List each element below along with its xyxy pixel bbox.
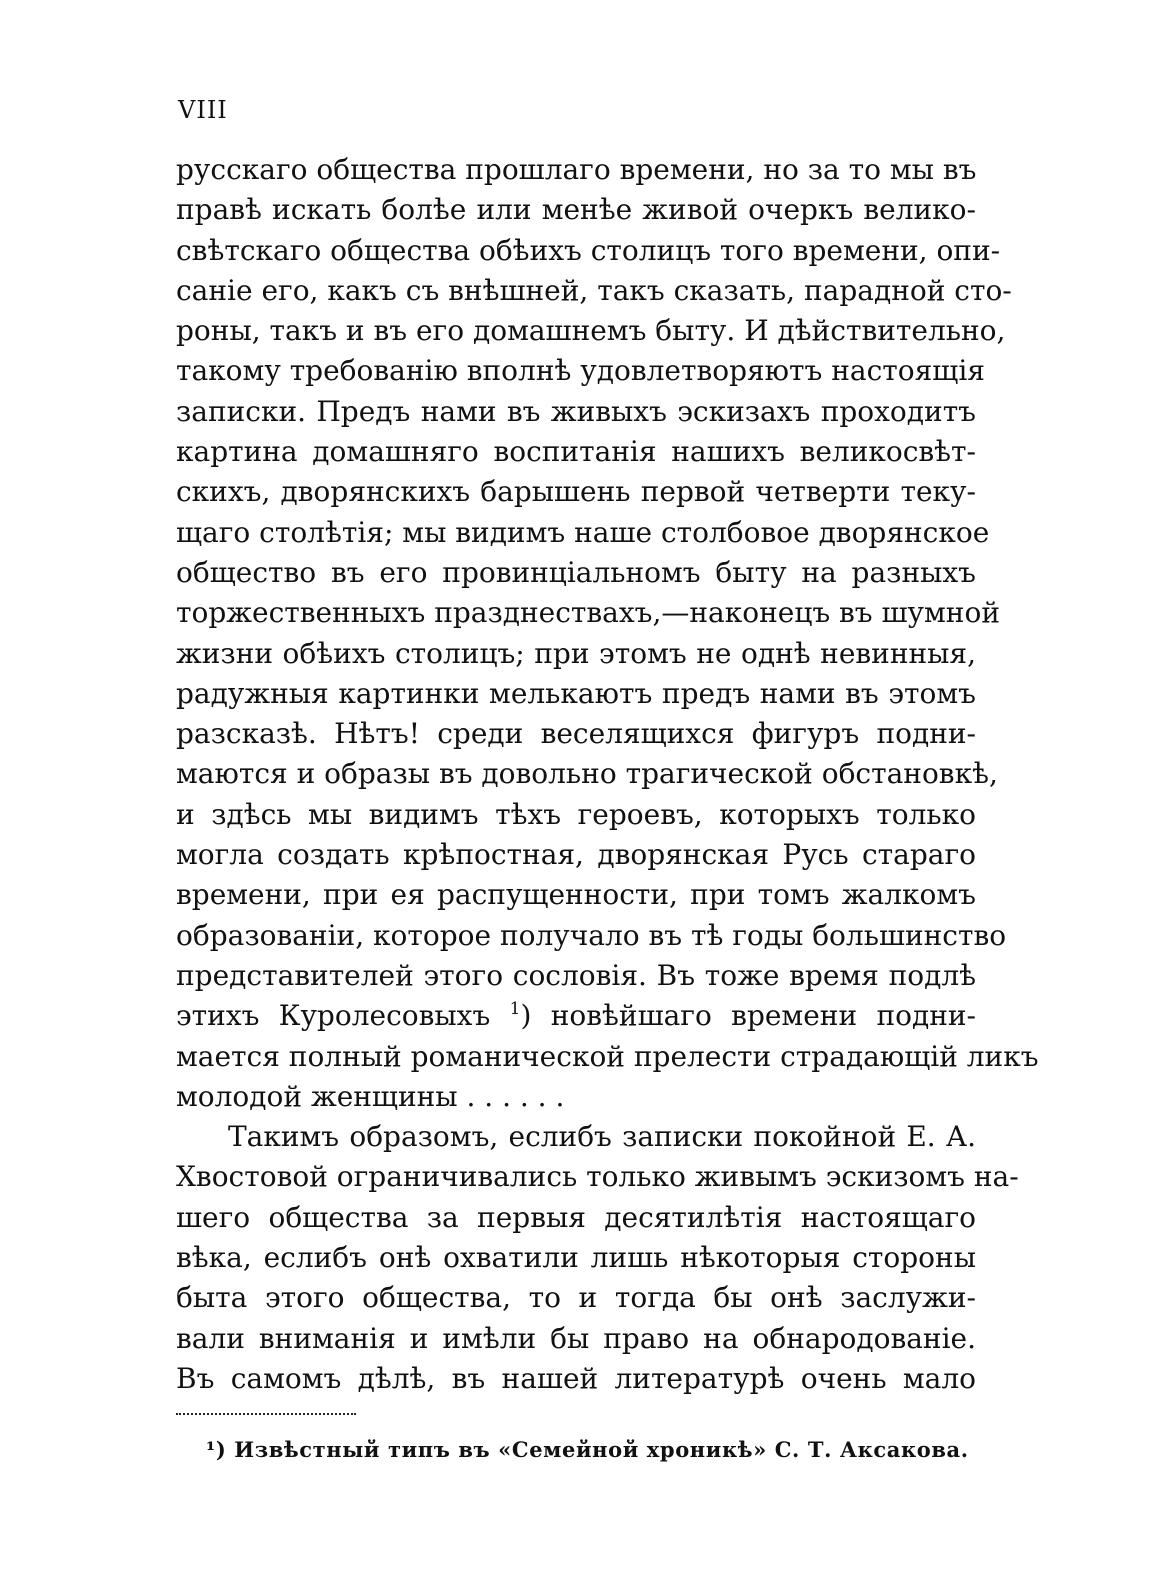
text-line: Въ самомъ дѣлѣ, въ нашей литературѣ очень мало — [176, 1361, 976, 1395]
text-line: мается полный романической прелести страдающій ликъ — [176, 1039, 1039, 1073]
text-line: записки. Предъ нами въ живыхъ эскизахъ проходитъ — [176, 394, 976, 428]
text-line: свѣтскаго общества обѣихъ столицъ того времени, опи- — [176, 233, 1001, 267]
text-line: быта этого общества, то и тогда бы онѣ заслужи- — [176, 1281, 976, 1315]
text-line: саніе его, какъ съ внѣшней, такъ сказать, парадной сто- — [176, 273, 1012, 307]
text-line: шего общества за первыя десятилѣтія настоящаго — [176, 1200, 976, 1234]
text-line: торжественныхъ празднествахъ,—наконецъ въ шумной — [176, 596, 1000, 630]
page-number: VIII — [178, 96, 228, 124]
text-line: правѣ искать болѣе или менѣе живой очеркъ велико- — [176, 193, 976, 227]
text-line: щаго столѣтія; мы видимъ наше столбовое дворянское — [176, 515, 990, 549]
text-line-with-footnote-ref — [176, 996, 976, 1036]
text-line: образованіи, которое получало въ тѣ годы большинство — [176, 918, 1007, 952]
paragraph-start-line: Такимъ образомъ, еслибъ записки покойной Е. А. — [228, 1120, 976, 1154]
text-line-tail: ) новѣйшаго времени подни- — [520, 999, 977, 1033]
footnote-divider — [176, 1413, 356, 1415]
text-line: жизни обѣихъ столицъ; при этомъ не однѣ невинныя, — [176, 636, 976, 670]
text-line: разсказѣ. Нѣтъ! среди веселящихся фигуръ подни- — [176, 717, 976, 751]
text-line: такому требованію вполнѣ удовлетворяютъ настоящія — [176, 354, 985, 388]
footnote — [206, 1436, 969, 1464]
text-line: представителей этого сословія. Въ тоже время подлѣ — [176, 958, 976, 992]
text-line: русскаго общества прошлаго времени, но за то мы въ — [176, 153, 977, 186]
text-line: маются и образы въ довольно трагической обстановкѣ, — [176, 757, 998, 791]
text-line: могла создать крѣпостная, дворянская Русь стараго — [176, 838, 976, 872]
body-text — [176, 150, 1039, 1399]
footnote-text: ) Извѣстный типъ въ «Семейной хроникѣ» С. Т. Аксакова. — [215, 1437, 969, 1462]
text-line: вали вниманія и имѣли бы право на обнародованіе. — [176, 1321, 976, 1355]
text-line-head: этихъ Куролесовыхъ — [176, 999, 491, 1033]
text-line: картина домашняго воспитанія нашихъ великосвѣт- — [176, 435, 976, 469]
text-line: общество въ его провинціальномъ быту на разныхъ — [176, 555, 976, 589]
text-line: скихъ, дворянскихъ барышень первой четверти теку- — [176, 475, 976, 509]
footnote-marker: ¹ — [206, 1437, 216, 1462]
text-line: времени, при ея распущенности, при томъ жалкомъ — [176, 878, 976, 912]
text-line: Хвостовой ограничивались только живымъ эскизомъ на- — [176, 1160, 1019, 1194]
text-line: и здѣсь мы видимъ тѣхъ героевъ, которыхъ только — [176, 797, 976, 831]
text-line: радужныя картинки мелькаютъ предъ нами въ этомъ — [176, 676, 976, 710]
footnote-reference[interactable]: 1 — [509, 999, 521, 1020]
text-line: роны, такъ и въ его домашнемъ быту. И дѣйствительно, — [176, 314, 1006, 348]
text-line: вѣка, еслибъ онѣ охватили лишь нѣкоторыя стороны — [176, 1241, 976, 1275]
text-line: молодой женщины . . . . . . — [176, 1079, 565, 1113]
